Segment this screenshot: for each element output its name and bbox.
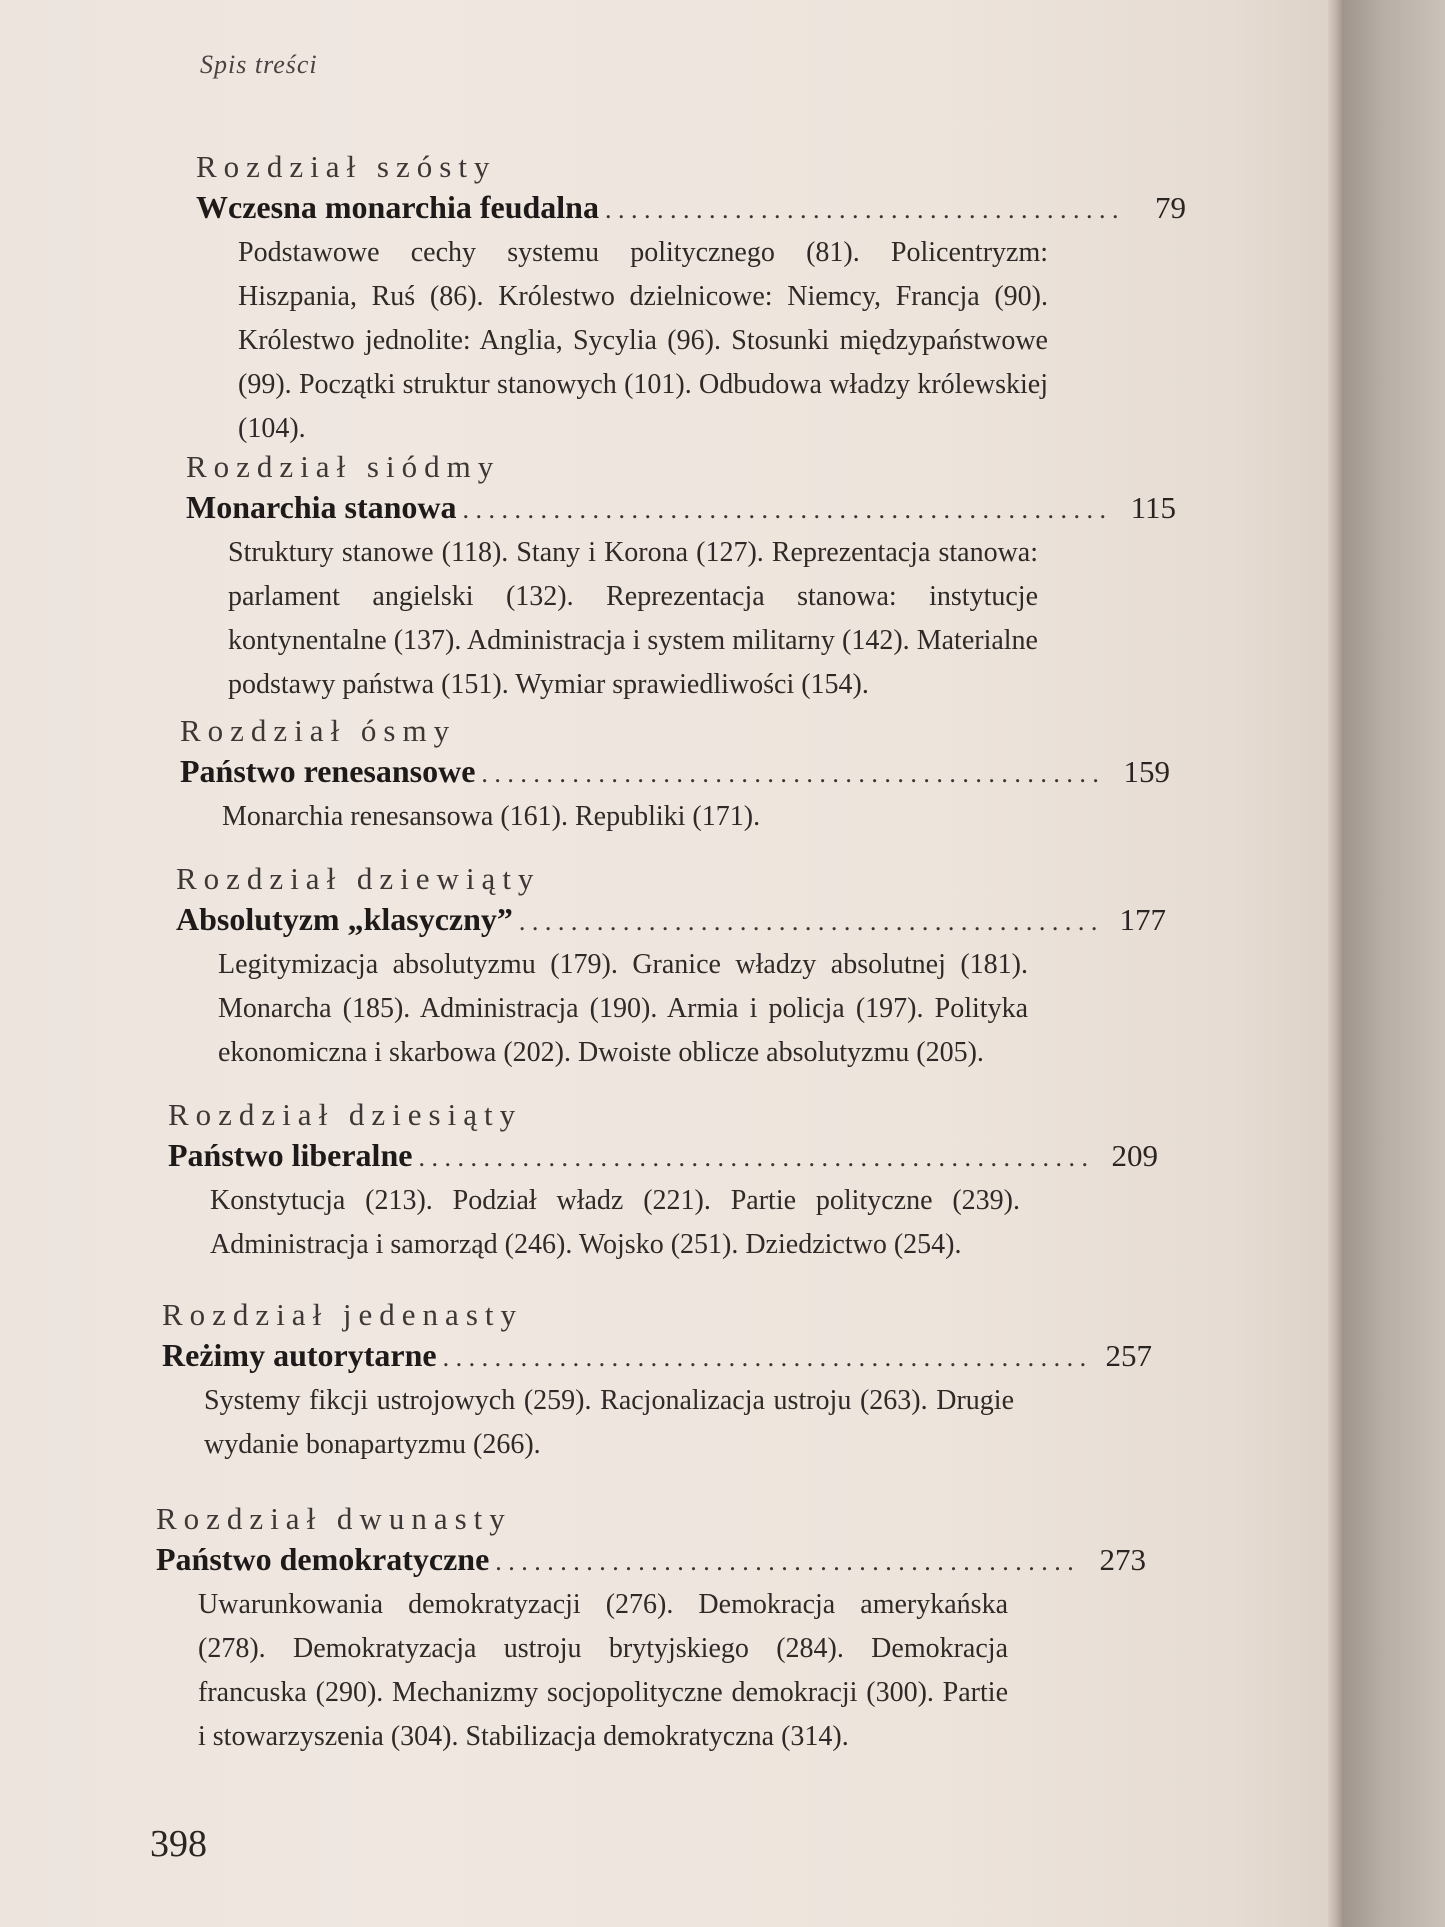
- toc-entry-chapter-10: [168, 1096, 1158, 1267]
- chapter-title: Absolutyzm „klasyczny”: [176, 901, 513, 937]
- dot-leader: [495, 1541, 1080, 1583]
- chapter-title: Reżimy autorytarne: [162, 1337, 437, 1373]
- chapter-number: Rozdział ósmy: [180, 713, 457, 748]
- chapter-description: Monarchia renesansowa (161). Republiki (171).: [222, 801, 761, 832]
- chapter-page-ref: 209: [1111, 1138, 1158, 1173]
- page-edge-shadow: [1328, 0, 1342, 1927]
- chapter-title: Wczesna monarchia feudalna: [196, 189, 599, 225]
- dot-leader: [418, 1137, 1092, 1179]
- dot-leader: [481, 753, 1104, 795]
- chapter-title-line: [196, 186, 1186, 231]
- chapter-number: Rozdział szósty: [196, 149, 497, 184]
- toc-entry-chapter-8: [180, 712, 1170, 839]
- toc-entry-chapter-7: [186, 448, 1176, 707]
- chapter-title: Państwo liberalne: [168, 1137, 413, 1173]
- chapter-number: Rozdział dwunasty: [156, 1501, 512, 1536]
- chapter-title-line: [162, 1334, 1152, 1379]
- chapter-description: Konstytucja (213). Podział władz (221). Partie polityczne (239). Administracja i samorząd (246). Wojsko (251). Dziedzictwo (254).: [210, 1185, 1020, 1260]
- chapter-title-line: [168, 1134, 1158, 1179]
- running-head: Spis treści: [200, 50, 318, 79]
- chapter-number: Rozdział jedenasty: [162, 1297, 523, 1332]
- chapter-title-line: [156, 1538, 1146, 1583]
- chapter-description: Systemy fikcji ustrojowych (259). Racjonalizacja ustroju (263). Drugie wydanie bonapartyzmu (266).: [204, 1385, 1014, 1460]
- toc-entry-chapter-9: [176, 860, 1166, 1075]
- chapter-description: Struktury stanowe (118). Stany i Korona (127). Reprezentacja stanowa: parlament angielski (132). Reprezentacja stanowa: instytucje kontynentalne (137). Administracja i system militarny (142). Materialne podstawy państwa (151). Wymiar sprawiedliwości (154).: [228, 537, 1038, 700]
- dot-leader: [443, 1337, 1086, 1379]
- chapter-description: Uwarunkowania demokratyzacji (276). Demokracja amerykańska (278). Demokratyzacja ustroju brytyjskiego (284). Demokracja francuska (290). Mechanizmy socjopolityczne demokracji (300). Partie i stowarzyszenia (304). Stabilizacja demokratyczna (314).: [198, 1589, 1008, 1752]
- chapter-page-ref: 257: [1105, 1338, 1152, 1373]
- page-number: 398: [150, 1823, 207, 1865]
- chapter-number: Rozdział siódmy: [186, 449, 501, 484]
- chapter-title: Monarchia stanowa: [186, 489, 457, 525]
- chapter-title: Państwo renesansowe: [180, 753, 476, 789]
- chapter-page-ref: 177: [1119, 902, 1166, 937]
- chapter-page-ref: 79: [1155, 190, 1186, 225]
- background-surface: [1342, 0, 1445, 1927]
- toc-entry-chapter-6: [196, 148, 1186, 451]
- chapter-number: Rozdział dziewiąty: [176, 861, 541, 896]
- dot-leader: [463, 489, 1110, 531]
- chapter-page-ref: 115: [1130, 490, 1176, 525]
- toc-entry-chapter-12: [156, 1500, 1146, 1759]
- chapter-title-line: [180, 750, 1170, 795]
- chapter-title: Państwo demokratyczne: [156, 1541, 490, 1577]
- dot-leader: [519, 901, 1100, 943]
- chapter-title-line: [176, 898, 1166, 943]
- toc-entry-chapter-11: [162, 1296, 1152, 1467]
- chapter-title-line: [186, 486, 1176, 531]
- chapter-number: Rozdział dziesiąty: [168, 1097, 523, 1132]
- dot-leader: [605, 189, 1120, 231]
- chapter-description: Podstawowe cechy systemu politycznego (81). Policentryzm: Hiszpania, Ruś (86). Królestwo dzielnicowe: Niemcy, Francja (90). Królestwo jednolite: Anglia, Sycylia (96). Stosunki międzypaństwowe (99). Początki struktur stanowych (101). Odbudowa władzy królewskiej (104).: [238, 237, 1048, 444]
- chapter-page-ref: 159: [1123, 754, 1170, 789]
- chapter-page-ref: 273: [1099, 1542, 1146, 1577]
- chapter-description: Legitymizacja absolutyzmu (179). Granice władzy absolutnej (181). Monarcha (185). Administracja (190). Armia i policja (197). Polityka ekonomiczna i skarbowa (202). Dwoiste oblicze absolutyzmu (205).: [218, 949, 1028, 1068]
